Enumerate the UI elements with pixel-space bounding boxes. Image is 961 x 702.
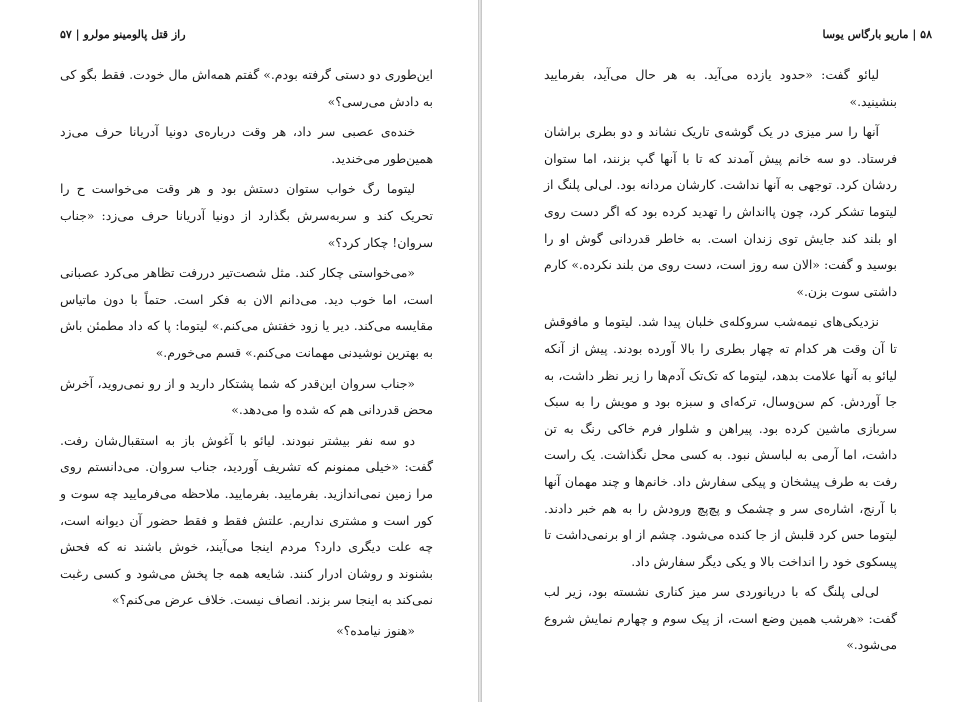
paragraph: دو سه نفر بیشتر نبودند. لیائو با آغوش باز به استقبال‌شان رفت. گفت: «خیلی ممنونم که تشریف آوردید، جناب سروان. می‌دانستم روی مرا زمین نمی‌اندازید. بفرمایید. بفرمایید. ملاحظه می‌فرمایید چه سوت و کور است و مشتری نداریم. علتش فقط و فقط حضور آن دیوانه است، چه علت دیگری دارد؟ مردم اینجا می‌آیند، خوش باشند نه که فحش بشنوند و روشان ادرار کنند. شایعه همه جا پخش می‌شود و کسی رغبت نمی‌کند به اینجا سر بزند. انصاف نیست. خلاف عرض می‌کنم؟»	[60, 432, 433, 608]
paragraph: «می‌خواستی چکار کند. مثل شصت‌تیر دررفت تظاهر می‌کرد عصبانی است، اما خوب دید. می‌دانم الان به فکر است. حتماً با دون ماتیاس مقایسه می‌کند. دیر یا زود خفتش می‌کنم.» لیتوما: پا که داد مطمئن باش به بهترین نوشیدنی مهمانت می‌کنم.» قسم می‌خورم.»	[60, 265, 433, 360]
left-page-header: راز قتل پالومینو مولرو | ۵۷	[60, 28, 186, 41]
right-page-body	[544, 62, 897, 663]
paragraph: خنده‌ی عصبی سر داد، هر وقت درباره‌ی دونیا آدریانا حرف می‌زد همین‌طور می‌خندید.	[60, 124, 433, 166]
right-page	[482, 0, 961, 702]
paragraph: آنها را سر میزی در یک گوشه‌ی تاریک نشاند و دو بطری براشان فرستاد. دو سه خانم پیش آمدند که تا با آنها گپ بزنند، اما ستوان ردشان کرد. توجهی به آنها نداشت. کارشان مردانه بود. لی‌لی پلنگ از لیتوما تشکر کرد، چون پاانداش را تهدید کرده بود که اگر دست روی او بلند کند جایش توی زندان است. به خاطر قدردانی گوش او را بوسید و گفت: «الان سه روز است، دست روی من بلند نکرده.» کارم داشتی سوت بزن.»	[544, 124, 897, 299]
left-page	[0, 0, 478, 702]
paragraph: «هنوز نیامده؟»	[336, 622, 415, 638]
paragraph: لیائو گفت: «حدود یازده می‌آید. به هر حال می‌آید، بفرمایید بنشینید.»	[544, 67, 897, 109]
left-page-body	[60, 62, 433, 648]
right-page-header: ۵۸ | ماریو بارگاس یوسا	[822, 28, 932, 41]
paragraph: لی‌لی پلنگ که با دریانوردی سر میز کناری نشسته بود، زیر لب گفت: «هرشب همین وضع است، از پیک سوم و چهارم نمایش شروع می‌شود.»	[544, 584, 897, 653]
paragraph: نزدیکی‌های نیمه‌شب سروکله‌ی خلبان پیدا شد. لیتوما و مافوقش تا آن وقت هر کدام ته چهار بطری را بالا آورده بودند. پیش از آنکه لیائو به آنها علامت بدهد، لیتوما که تک‌تک آدم‌ها را زیر نظر داشت، به جا آوردش. کم سن‌وسال، ترکه‌ای و سبزه بود و مویش را به سبک سربازی ماشین کرده بود. پیراهن و شلوار فرم خاکی رنگ به تن داشت، اما آرمی به لباسش نبود. به کسی محل نگذاشت. یک راست رفت به طرف پیشخان و پیکی سفارش داد. خانم‌ها و چند مهمان آنها با آرنج، اشاره‌ی سر و چشمک و پچ‌پچ ورودش را به هم خبر دادند. لیتوما حس کرد قلبش از جا کنده می‌شود. چشم از او برنمی‌داشت تا پیسکوی خود را انداخت بالا و یکی دیگر سفارش داد.	[544, 314, 897, 569]
paragraph: «جناب سروان این‌قدر که شما پشتکار دارید و از رو نمی‌روید، آخرش محض قدردانی هم که شده وا می‌دهد.»	[60, 375, 433, 418]
paragraph: لیتوما رگ خواب ستوان دستش بود و هر وقت می‌خواست ح را تحریک کند و سربه‌سرش بگذارد از دونیا آدریانا حرف می‌زد: «جناب سروان! چکار کرد؟»	[60, 181, 433, 250]
paragraph: این‌طوری دو دستی گرفته بودم.» گفتم همه‌اش مال خودت. فقط بگو کی به دادش می‌رسی؟»	[60, 67, 433, 109]
